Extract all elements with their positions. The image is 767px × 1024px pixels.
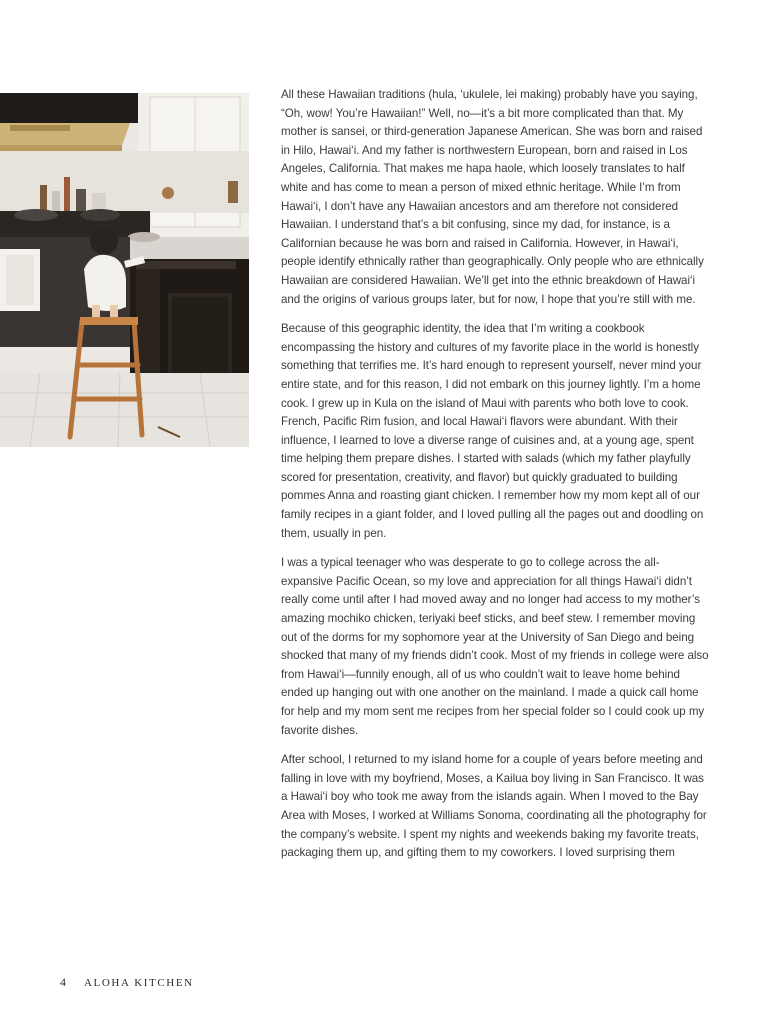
page-footer: [60, 975, 194, 990]
page-number: 4: [60, 975, 66, 989]
paragraph: After school, I returned to my island home for a couple of years before meeting and falling in love with my boyfriend, Moses, a Kailua boy living in San Francisco. It was a Hawai‘i boy who took me away from the islands again. When I moved to the Bay Area with Moses, I worked at Williams Sonoma, coordinating all the photography for the company’s website. I spent my nights and weekends baking my favorite treats, packaging them up, and gifting them to my coworkers. I loved surprising them: [281, 753, 707, 860]
body-text: [281, 86, 709, 874]
running-title: ALOHA KITCHEN: [84, 977, 194, 989]
kitchen-photo-icon: [0, 93, 249, 447]
kitchen-photo: [0, 93, 249, 447]
paragraph: I was a typical teenager who was desperate to go to college across the all-expansive Pacific Ocean, so my love and appreciation for all things Hawai‘i didn’t really come until after I had moved away and no longer had access to my mother’s amazing mochiko chicken, teriyaki beef sticks, and beef stew. I remember moving out of the dorms for my sophomore year at the University of San Diego and being shocked that many of my friends didn’t cook. Most of my friends in college were also from Hawai‘i—funnily enough, all of us who couldn’t wait to leave home behind ended up hanging out with one another on the mainland. I made a quick call home for help and my mom sent me recipes from her special folder so I could cook up my favorite dishes.: [281, 556, 709, 737]
paragraph: Because of this geographic identity, the idea that I’m writing a cookbook encompassing the history and cultures of my favorite place in the world is honestly something that terrifies me. It’s hard enough to represent yourself, never mind your entire state, and for this reason, I did not embark on this journey lightly. I’m a home cook. I grew up in Kula on the island of Maui with parents who both love to cook. French, Pacific Rim fusion, and local Hawai‘i flavors were abundant. With their influence, I learned to love a diverse range of cuisines and, at a young age, spent time helping them prepare dishes. I started with salads (which my father playfully scored for presentation, creativity, and flavor) but quickly graduated to building pommes Anna and roasting giant chicken. I remember how my mom kept all of our family recipes in a giant folder, and I loved pulling all the pages out and doodling on them, usually in pen.: [281, 322, 704, 540]
paragraph: All these Hawaiian traditions (hula, ‘ukulele, lei making) probably have you saying, “Oh, wow! You’re Hawaiian!” Well, no—it’s a bit more complicated than that. My mother is sansei, or third-generation Japanese American. She was born and raised in Hilo, Hawai‘i. And my father is northwestern European, born and raised in Los Angeles, California. That makes me hapa haole, which loosely translates to half white and has come to mean a person of mixed ethnic heritage. While I’m from Hawai‘i, I don’t have any Hawaiian ancestors and am therefore not considered Hawaiian. I understand that’s a bit confusing, since my dad, for instance, is a Californian because he was born and raised in California. However, in Hawai‘i, people identify ethnically rather than geographically. Only people who are ethnically Hawaiian are considered Hawaiian. We’ll get into the ethnic breakdown of Hawai‘i and the origins of various groups later, but for now, I hope that you’re still with me.: [281, 88, 704, 306]
